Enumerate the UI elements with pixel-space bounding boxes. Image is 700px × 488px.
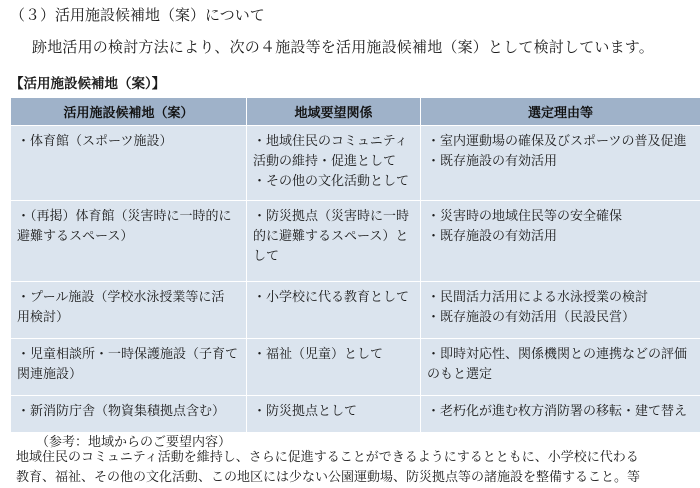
cell-candidate-site: ・プール施設（学校水泳授業等に活 用検討） xyxy=(11,282,247,339)
table-header-row xyxy=(11,98,700,126)
table-row xyxy=(11,282,700,339)
cell-community-request: ・防災拠点として xyxy=(247,396,421,433)
cell-candidate-site: ・児童相談所・一時保護施設（子育て 関連施設） xyxy=(11,339,247,396)
header-selection-reason: 選定理由等 xyxy=(421,98,700,126)
cell-candidate-site: ・新消防庁舎（物資集積拠点含む） xyxy=(11,396,247,433)
cell-community-request: ・福祉（児童）として xyxy=(247,339,421,396)
cell-selection-reason: ・老朽化が進む枚方消防署の移転・建て替え xyxy=(421,396,700,433)
table-title: 【活用施設候補地（案）】 xyxy=(10,72,165,92)
cell-selection-reason: ・災害時の地域住民等の安全確保 ・既存施設の有効活用 xyxy=(421,201,700,282)
cell-candidate-site: ・体育館（スポーツ施設） xyxy=(11,126,247,201)
cell-community-request: ・小学校に代る教育として xyxy=(247,282,421,339)
cell-community-request: ・地域住民のコミュニティ 活動の維持・促進として ・その他の文化活動として xyxy=(247,126,421,201)
section-heading: （３）活用施設候補地（案）について xyxy=(10,4,265,25)
header-community-request: 地域要望関係 xyxy=(247,98,421,126)
cell-selection-reason: ・即時対応性、関係機関との連携などの評価 のもと選定 xyxy=(421,339,700,396)
header-candidate-site: 活用施設候補地（案） xyxy=(11,98,247,126)
intro-paragraph: 跡地活用の検討方法により、次の４施設等を活用施設候補地（案）として検討しています。 xyxy=(32,36,654,57)
cell-selection-reason: ・室内運動場の確保及びスポーツの普及促進 ・既存施設の有効活用 xyxy=(421,126,700,201)
candidate-sites-table xyxy=(10,97,700,433)
cell-community-request: ・防災拠点（災害時に一時 的に避難するスペース）と して xyxy=(247,201,421,282)
table-row xyxy=(11,201,700,282)
table-row xyxy=(11,396,700,433)
table-row xyxy=(11,126,700,201)
community-request-text: 地域住民のコミュニティ活動を維持し、さらに促進することができるようにするとともに、小学校に代わる 教育、福祉、その他の文化活動、この地区には少ない公園運動場、防災拠点等の諸施設を整備すること。等 xyxy=(16,448,640,488)
cell-selection-reason: ・民間活力活用による水泳授業の検討 ・既存施設の有効活用（民設民営） xyxy=(421,282,700,339)
cell-candidate-site: ・（再掲）体育館（災害時に一時的に 避難するスペース） xyxy=(11,201,247,282)
reference-note: （参考：地域からのご要望内容） xyxy=(36,431,231,450)
table-row xyxy=(11,339,700,396)
